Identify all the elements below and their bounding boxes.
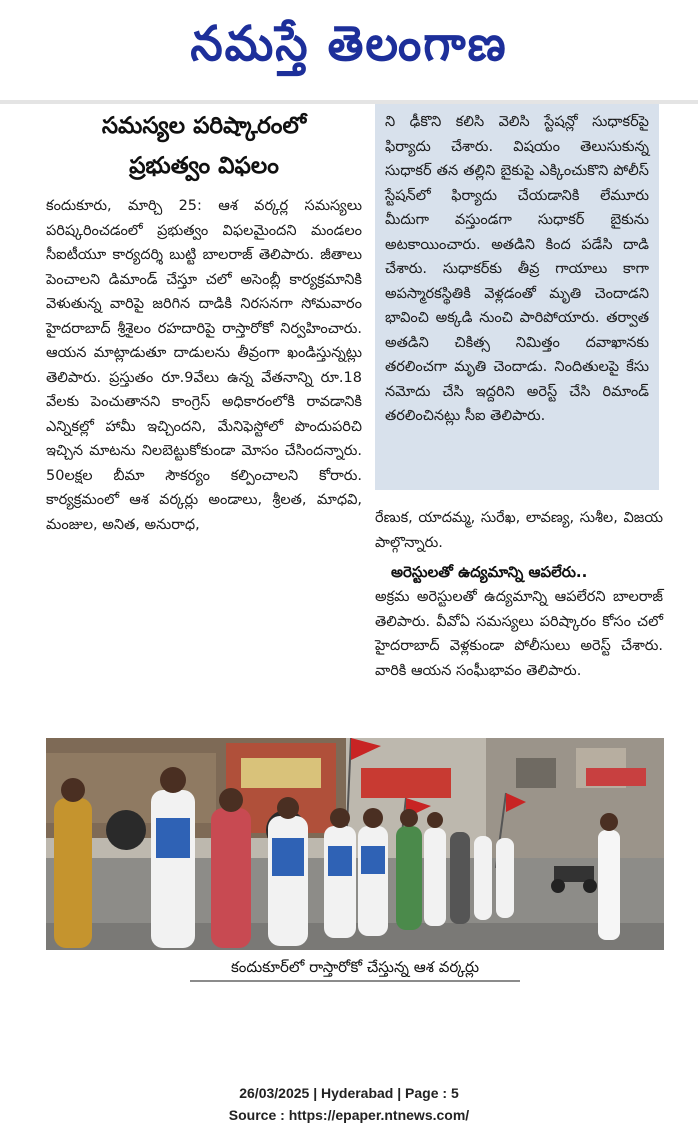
footer-source-link[interactable]: Source : https://epaper.ntnews.com/ bbox=[228, 1107, 470, 1123]
article-body-left: కందుకూరు, మార్చి 25: ఆశ వర్కర్ల సమస్యలు పరిష్కరించడంలో ప్రభుత్వం విఫలమైందని మండలం సీఐటీయూ కార్యదర్శి బుట్టి బాలరాజ్ తెలిపారు. జీతాలు పెంచాలని డిమాండ్ చేస్తూ చలో అసెంబ్లీ కార్యక్రమానికి వెళుతున్న వారిపై జరిగిన దాడికి నిరసనగా సోమవారం హైదరాబాద్ శ్రీశైలం రహదారిపై రాస్తారోకో నిర్వహించారు. ఆయన మాట్లాడుతూ దాడులను తీవ్రంగా ఖండిస్తున్నట్లు తెలిపారు. ప్రస్తుతం రూ.9వేలు ఉన్న వేతనాన్ని రూ.18 వేలకు పెంచుతానని కాంగ్రెస్ అధికారంలోకి రావడానికి ఎన్నికల్లో హామీ ఇచ్చిందని, మేనిఫెస్టోలో పొందుపరిచి ఇచ్చిన మాటను నిలబెట్టుకోకుండా మోసం చేసిందన్నారు. 50లక్షల బీమా సౌకర్యం కల్పించాలని కోరారు. కార్యక్రమంలో ఆశ వర్కర్లు అండాలు, శ్రీలత, మాధవి, మంజుల, అనిత, అనురాధ, bbox=[46, 198, 362, 533]
page-footer bbox=[0, 1082, 698, 1126]
masthead bbox=[0, 4, 698, 82]
article-body-right: అక్రమ అరెస్టులతో ఉద్యమాన్ని ఆపలేరని బాలరాజ్ తెలిపారు. వీవోఏ సమస్యలు పరిష్కారం కోసం చలో హైదరాబాద్ వెళ్లకుండా పోలీసులు అరెస్ట్ చేశారు. వారికి ఆయన సంఘీభావం తెలిపారు. bbox=[375, 589, 663, 679]
newspaper-logo-title: నమస్తే తెలంగాణ bbox=[190, 14, 508, 72]
protest-photo bbox=[46, 738, 664, 950]
article-headline bbox=[46, 106, 362, 186]
protest-photo-illustration bbox=[46, 738, 664, 950]
article-continuation: రేణుక, యాదమ్మ, సురేఖ, లావణ్య, సుశీల, విజయ పాల్గొన్నారు. bbox=[375, 510, 663, 551]
article-right-column bbox=[375, 506, 663, 683]
article-subhead: అరెస్టులతో ఉద్యమాన్ని ఆపలేరు.. bbox=[391, 563, 588, 581]
headline-line-2: ప్రభుత్వం విఫలం bbox=[129, 153, 279, 179]
related-story-body: ని ఢీకొని కలిసి వెలిసి స్టేషన్లో సుధాకర్‌పై ఫిర్యాదు చేశారు. విషయం తెలుసుకున్న సుధాకర్ తన తల్లిని బైకుపై ఎక్కించుకొని పోలీస్ స్టేషన్‌లో ఫిర్యాదు చేయడానికి లేమూరు మీదుగా వస్తుండగా సుధాకర్ బైకును అటకాయించారు. అతడిని కింద పడేసి దాడి చేశారు. సుధాకర్‌కు తీవ్ర గాయాలు కాగా అపస్మారకస్థితికి వెళ్లడంతో మృతి చెందాడని భావించి అక్కడి నుంచి పారిపోయారు. తర్వాత అతడిని చికిత్స నిమిత్తం దవాఖానకు తరలించగా మృతి చెందాడు. నిందితులపై కేసు నమోదు చేసి ఇద్దరిని అరెస్ట్ చేసి రిమాండ్ తరలించినట్లు సీఐ తెలిపారు. bbox=[385, 114, 649, 424]
footer-date-edition: 26/03/2025 | Hyderabad | Page : 5 bbox=[239, 1085, 459, 1101]
article-left-column bbox=[46, 106, 362, 726]
headline-line-1: సమస్యల పరిష్కారంలో bbox=[101, 113, 307, 139]
related-story-box bbox=[375, 104, 659, 490]
photo-caption: కందుకూర్‌లో రాస్తారోకో చేస్తున్న ఆశ వర్కర్లు bbox=[190, 954, 520, 982]
